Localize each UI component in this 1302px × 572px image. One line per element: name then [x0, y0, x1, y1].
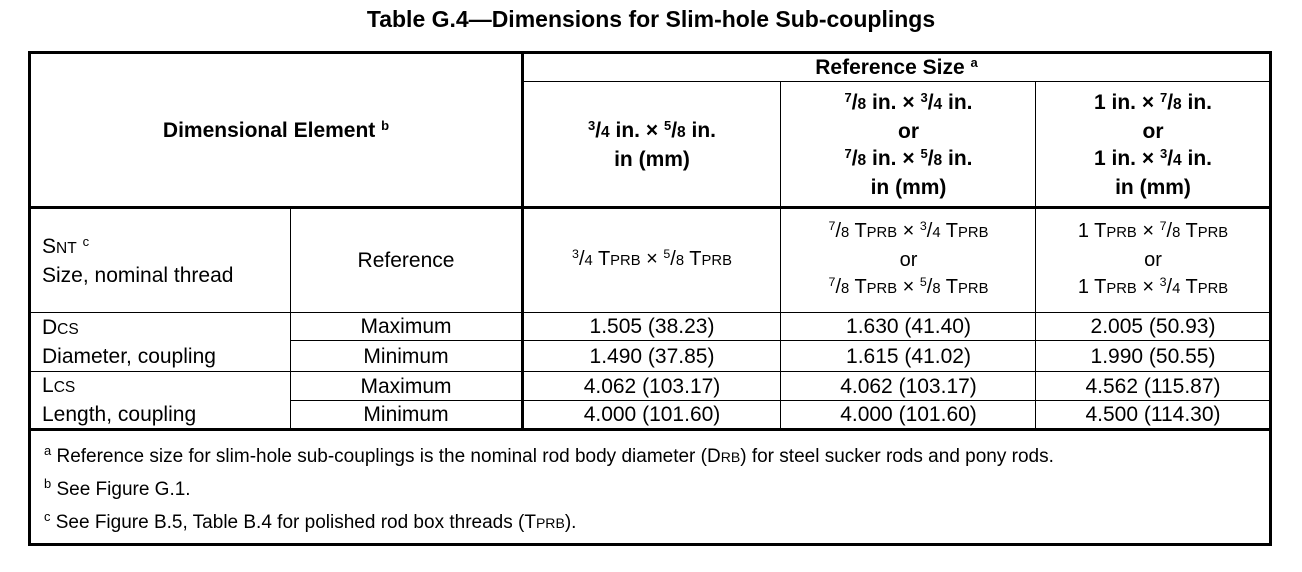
lcs-max-col-3: 4.562 (115.87) [1085, 374, 1221, 398]
dcs-min-col-3: 1.990 (50.55) [1090, 344, 1216, 368]
header-size-col-3: 1 in. × $^7$/8 in. or 1 in. × $^3$/4 in. in (mm) [1093, 89, 1213, 199]
footnote-c: $^c$ See Figure B.5, Table B.4 for polished rod box threads (TPRB). [44, 508, 577, 533]
dcs-min-col-2: 1.615 (41.02) [846, 344, 971, 368]
dcs-max-label: Maximum [360, 315, 452, 338]
grid-line [28, 428, 1272, 431]
grid-line [523, 81, 1272, 82]
lcs-element-label: LCS Length, coupling [42, 374, 197, 426]
dcs-max-col-1: 1.505 (38.23) [589, 315, 715, 338]
snt-thread-col-2: $^7$/8 TPRB × $^3$/4 TPRB or $^7$/8 TPRB × $^5$/8 TPRB [828, 219, 989, 298]
header-size-col-1: $^3$/4 in. × $^5$/8 in. in (mm) [587, 117, 717, 171]
lcs-min-col-1: 4.000 (101.60) [583, 403, 721, 426]
snt-thread-col-1: $^3$/4 TPRB × $^5$/8 TPRB [572, 247, 732, 270]
dcs-max-col-2: 1.630 (41.40) [846, 315, 971, 338]
header-size-col-2: $^7$/8 in. × $^3$/4 in. or $^7$/8 in. × $^5$/8 in. in (mm) [844, 89, 973, 199]
grid-line [780, 82, 781, 430]
table-title: Table G.4—Dimensions for Slim-hole Sub-couplings [366, 6, 936, 32]
lcs-max-col-2: 4.062 (103.17) [840, 374, 977, 398]
snt-element-label: SNT $^c$ Size, nominal thread [42, 233, 234, 287]
header-dimensional-element: Dimensional Element $^b$ [162, 117, 390, 142]
snt-reference-label: Reference [357, 249, 455, 272]
grid-line [1035, 82, 1036, 430]
lcs-min-col-3: 4.500 (114.30) [1085, 403, 1221, 426]
dcs-element-label: DCS Diameter, coupling [42, 316, 216, 368]
lcs-min-col-2: 4.000 (101.60) [840, 403, 977, 426]
dcs-max-col-3: 2.005 (50.93) [1090, 315, 1216, 338]
header-reference-size: Reference Size $^a$ [815, 54, 978, 79]
lcs-min-label: Minimum [363, 403, 449, 426]
lcs-max-label: Maximum [360, 374, 452, 398]
snt-thread-col-3: 1 TPRB × $^7$/8 TPRB or 1 TPRB × $^3$/4 TPRB [1077, 219, 1229, 298]
footnote-b: $^b$ See Figure G.1. [44, 475, 191, 500]
footnote-a: $^a$ Reference size for slim-hole sub-couplings is the nominal rod body diameter (DRB) for steel sucker rods and pony rods. [44, 442, 1054, 467]
dcs-min-label: Minimum [363, 344, 449, 368]
dcs-min-col-1: 1.490 (37.85) [589, 344, 715, 368]
lcs-max-col-1: 4.062 (103.17) [583, 374, 721, 398]
